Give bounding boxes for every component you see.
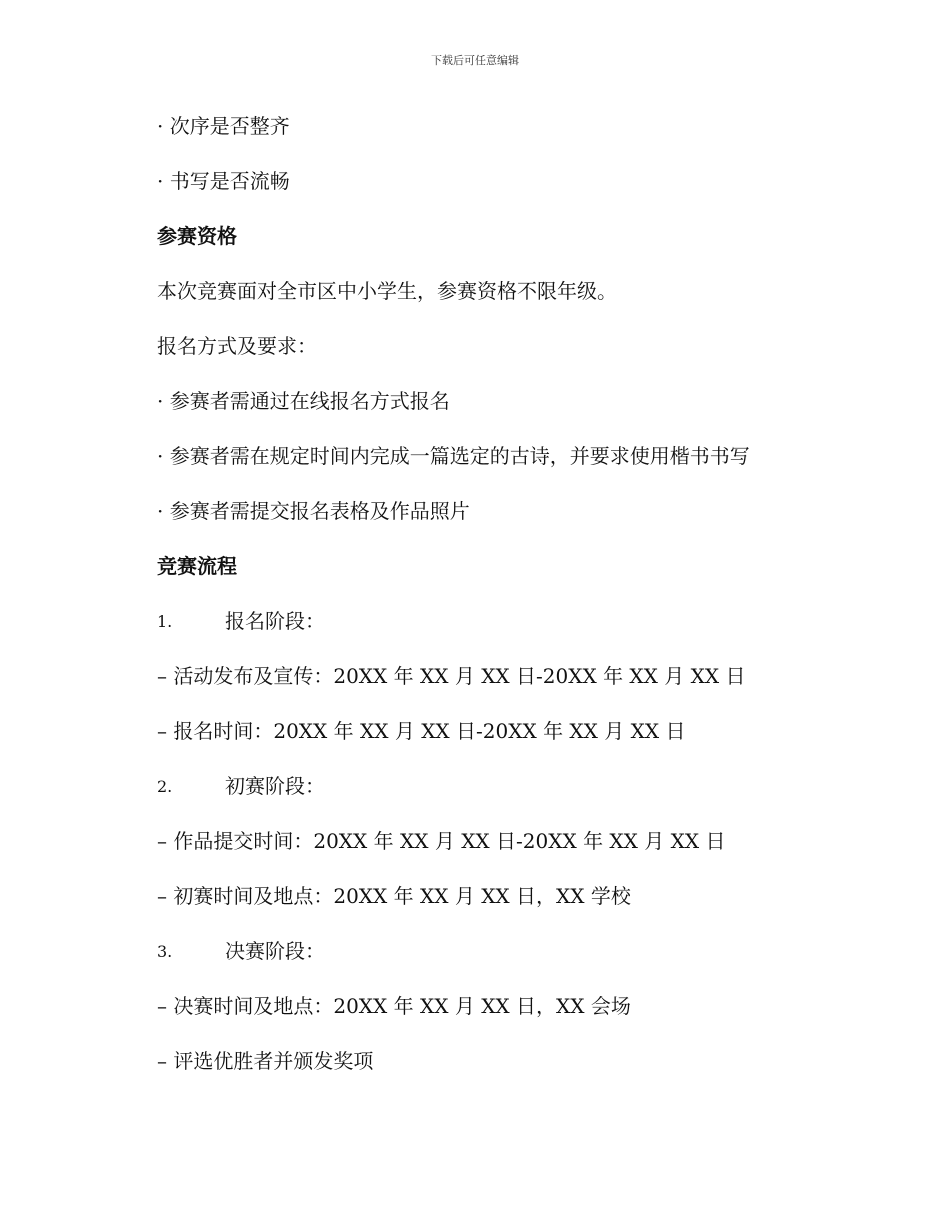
line-text: – 作品提交时间：20XX 年 XX 月 XX 日-20XX 年 XX 月 XX 日 xyxy=(157,829,726,853)
dash-item-awards xyxy=(157,1044,857,1099)
line-text: · 次序是否整齐 xyxy=(157,114,290,138)
line-text: – 初赛时间及地点：20XX 年 XX 月 XX 日，XX 学校 xyxy=(157,884,631,908)
item-number: 1. xyxy=(157,612,173,631)
item-number: 3. xyxy=(157,942,173,961)
bullet-poem-requirement xyxy=(157,439,857,494)
line-text: – 评选优胜者并颁发奖项 xyxy=(157,1049,374,1073)
dash-item-publicity xyxy=(157,659,857,714)
line-text: – 活动发布及宣传：20XX 年 XX 月 XX 日-20XX 年 XX 月 XX 日 xyxy=(157,664,746,688)
page-header: 下载后可任意编辑 xyxy=(431,54,519,67)
dash-item-final-venue xyxy=(157,989,857,1044)
paragraph-registration xyxy=(157,329,857,384)
paragraph-eligibility xyxy=(157,274,857,329)
bullet-submission xyxy=(157,494,857,549)
line-text: 报名方式及要求： xyxy=(157,334,317,358)
bullet-order xyxy=(157,109,857,164)
line-text: 本次竞赛面对全市区中小学生，参赛资格不限年级。 xyxy=(157,279,617,303)
numbered-item-final xyxy=(157,934,857,989)
section-heading-process xyxy=(157,549,857,604)
heading-text: 竞赛流程 xyxy=(157,554,237,578)
document-body xyxy=(157,109,857,1099)
heading-text: 参赛资格 xyxy=(157,224,237,248)
line-text: – 决赛时间及地点：20XX 年 XX 月 XX 日，XX 会场 xyxy=(157,994,631,1018)
dash-item-submission-time xyxy=(157,824,857,879)
line-text: · 书写是否流畅 xyxy=(157,169,290,193)
line-text: · 参赛者需通过在线报名方式报名 xyxy=(157,389,450,413)
line-text: · 参赛者需提交报名表格及作品照片 xyxy=(157,499,470,523)
line-text: – 报名时间：20XX 年 XX 月 XX 日-20XX 年 XX 月 XX 日 xyxy=(157,719,686,743)
line-text: · 参赛者需在规定时间内完成一篇选定的古诗，并要求使用楷书书写 xyxy=(157,444,750,468)
bullet-fluency xyxy=(157,164,857,219)
item-text: 报名阶段： xyxy=(225,609,325,633)
section-heading-eligibility xyxy=(157,219,857,274)
bullet-online-registration xyxy=(157,384,857,439)
dash-item-registration-time xyxy=(157,714,857,769)
item-text: 初赛阶段： xyxy=(225,774,325,798)
item-text: 决赛阶段： xyxy=(225,939,325,963)
item-number: 2. xyxy=(157,777,173,796)
numbered-item-registration xyxy=(157,604,857,659)
numbered-item-preliminary xyxy=(157,769,857,824)
dash-item-preliminary-venue xyxy=(157,879,857,934)
